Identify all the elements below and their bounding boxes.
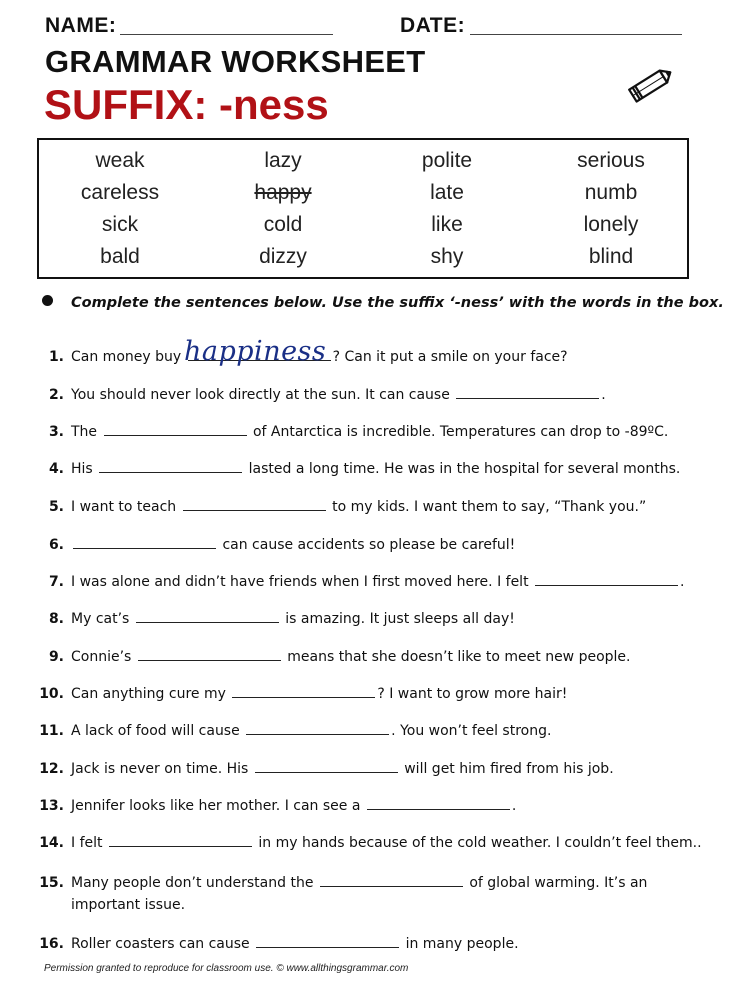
answer-blank[interactable]	[73, 534, 216, 549]
question-text	[71, 458, 680, 480]
question-text-before: The	[71, 424, 98, 440]
question-text-after: to my kids. I want them to say, “Thank you.”	[332, 499, 647, 515]
word-box-word: sick	[101, 213, 139, 236]
question-number: 12.	[39, 761, 64, 777]
question-number: 11.	[39, 723, 64, 739]
answer-blank[interactable]	[456, 384, 599, 399]
name-label: NAME:	[45, 14, 117, 37]
question-number: 10.	[39, 686, 64, 702]
worksheet-subtitle: SUFFIX: -ness	[44, 81, 329, 128]
question-text-before: My cat’s	[71, 611, 130, 627]
answer-blank[interactable]	[232, 683, 375, 698]
word-box-word: happy	[254, 181, 312, 204]
question-text-after: in my hands because of the cold weather. I couldn’t feel them..	[258, 835, 702, 851]
question-text-after: is amazing. It just sleeps all day!	[285, 611, 515, 627]
word-box-word: numb	[584, 181, 638, 204]
word-box-word: careless	[80, 181, 160, 204]
question-text-before: I felt	[71, 835, 103, 851]
question-text-after: .	[680, 574, 685, 590]
question-text	[71, 384, 606, 406]
question-text	[71, 646, 630, 668]
question-text-after: can cause accidents so please be careful!	[222, 537, 516, 553]
bullet-icon	[42, 295, 53, 306]
word-box-word: polite	[421, 149, 473, 172]
question-text	[71, 720, 551, 742]
question-text-before: Can anything cure my	[71, 686, 226, 702]
answer-blank[interactable]	[256, 933, 399, 948]
question-number: 5.	[48, 499, 64, 515]
word-box-word: blind	[588, 245, 634, 268]
answer-blank[interactable]	[99, 458, 242, 473]
footer-credit: Permission granted to reproduce for classroom use. © www.allthingsgrammar.com	[44, 963, 409, 974]
question-text-before: Connie’s	[71, 649, 132, 665]
word-box-word: weak	[95, 149, 145, 172]
question-text-line2: important issue.	[71, 897, 186, 913]
question-number: 2.	[48, 387, 64, 403]
question-text-before: You should never look directly at the sun. It can cause	[71, 387, 450, 403]
answer-blank[interactable]	[320, 872, 463, 887]
word-box-word: cold	[263, 213, 303, 236]
question-text-after: of global warming. It’s an	[469, 875, 648, 891]
word-box	[37, 138, 689, 279]
word-box-word: serious	[577, 149, 645, 172]
question-text-after: .	[601, 387, 606, 403]
question-text	[71, 758, 614, 780]
answer-blank[interactable]	[367, 795, 510, 810]
question-text-after: ? I want to grow more hair!	[377, 686, 568, 702]
question-text-before: I was alone and didn’t have friends when I first moved here. I felt	[71, 574, 529, 590]
question-number: 4.	[48, 461, 64, 477]
word-box-word: late	[430, 181, 464, 204]
name-line[interactable]	[120, 34, 333, 35]
worksheet-title: GRAMMAR WORKSHEET	[45, 44, 426, 79]
question-text	[71, 872, 647, 916]
question-number: 8.	[48, 611, 64, 627]
question-text	[71, 496, 646, 518]
question-text	[71, 832, 702, 854]
date-label: DATE:	[400, 14, 466, 37]
word-box-word: bald	[100, 245, 140, 268]
question-text	[71, 933, 519, 955]
date-line[interactable]	[470, 34, 682, 35]
answer-blank[interactable]	[104, 421, 247, 436]
word-box-word: dizzy	[259, 245, 307, 268]
question-number: 9.	[48, 649, 64, 665]
question-text-after: . You won’t feel strong.	[391, 723, 552, 739]
question-text	[71, 571, 684, 593]
word-box-word: shy	[430, 245, 464, 268]
instruction-row	[42, 292, 724, 311]
answer-blank[interactable]	[183, 496, 326, 511]
question-number: 15.	[39, 875, 64, 891]
answer-blank[interactable]	[136, 608, 279, 623]
question-text-after: means that she doesn’t like to meet new people.	[287, 649, 631, 665]
question-text	[71, 534, 515, 556]
question-number: 7.	[48, 574, 64, 590]
question-text-after: of Antarctica is incredible. Temperatures can drop to -89ºC.	[252, 424, 669, 440]
question-text	[71, 421, 668, 443]
word-box-word: lazy	[264, 149, 302, 172]
example-answer: happiness	[184, 336, 327, 367]
question-number: 6.	[48, 537, 64, 553]
word-box-word: like	[431, 213, 463, 236]
question-text-before: Roller coasters can cause	[71, 936, 250, 952]
question-text-before: His	[71, 461, 93, 477]
answer-blank[interactable]	[535, 571, 678, 586]
answer-blank[interactable]	[109, 832, 252, 847]
question-number: 16.	[39, 936, 64, 952]
pencil-icon	[617, 63, 677, 113]
answer-blank[interactable]	[246, 720, 389, 735]
question-text-after: ? Can it put a smile on your face?	[332, 349, 568, 365]
question-number: 13.	[39, 798, 64, 814]
question-text-before: Jack is never on time. His	[71, 761, 249, 777]
question-text	[71, 608, 515, 630]
question-text-after: lasted a long time. He was in the hospital for several months.	[248, 461, 681, 477]
question-number: 14.	[39, 835, 64, 851]
question-text-before: Can money buy	[71, 349, 182, 365]
question-number: 1.	[48, 349, 64, 365]
question-text-after: in many people.	[405, 936, 519, 952]
answer-blank[interactable]	[138, 646, 281, 661]
question-text	[71, 683, 567, 705]
question-text-before: I want to teach	[71, 499, 177, 515]
answer-blank[interactable]	[255, 758, 398, 773]
instruction-text: Complete the sentences below. Use the suffix ‘-ness’ with the words in the box.	[71, 295, 724, 311]
question-text-after: .	[511, 798, 517, 814]
question-text-before: A lack of food will cause	[71, 723, 240, 739]
question-text-before: Many people don’t understand the	[71, 875, 314, 891]
question-text-before: Jennifer looks like her mother. I can see a	[71, 798, 361, 814]
word-box-word: lonely	[583, 213, 639, 236]
question-text	[71, 795, 516, 817]
question-number: 3.	[48, 424, 64, 440]
question-text-after: will get him fired from his job.	[404, 761, 614, 777]
